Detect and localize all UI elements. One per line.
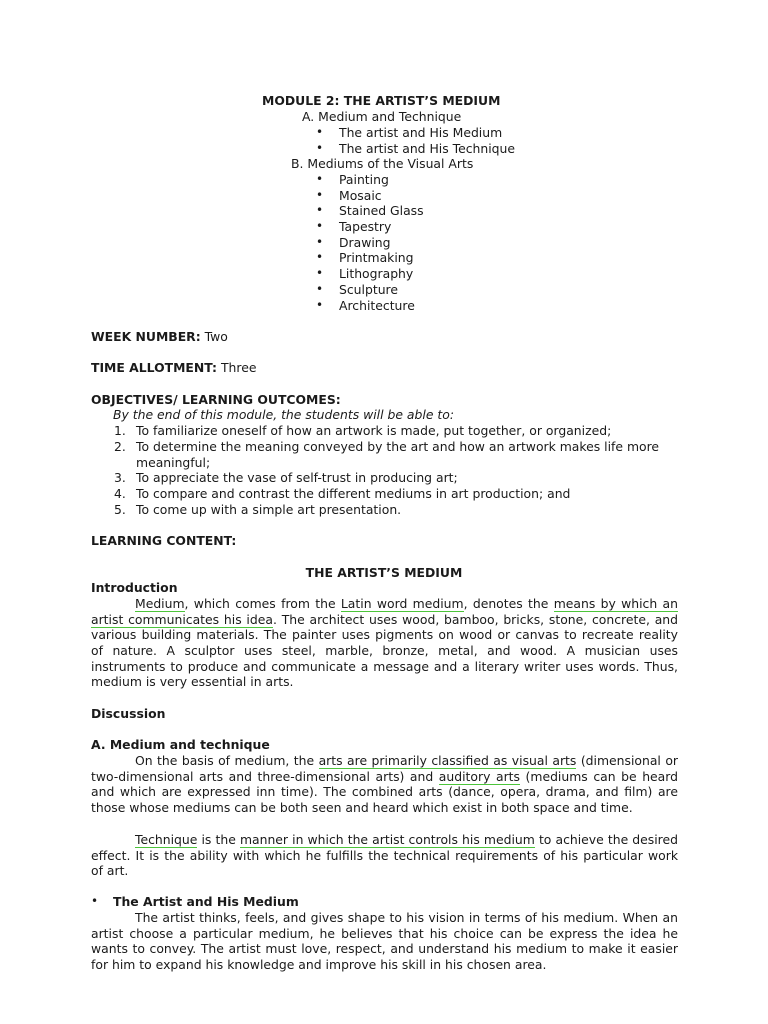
objective-number: 3. [114,470,126,485]
bullet-dot-icon: • [316,188,324,202]
introduction-paragraph: Medium, which comes from the Latin word medium, denotes the means by which an artist communicates his idea. The architect uses wood, bamboo, bricks, stone, concrete, and various building materials. The painter uses pigments on wood or canvas to recreate reality of nature. A sculptor uses steel, marble, bronze, metal, and wood. A musician uses instruments to produce and communicate a message and a literary writer uses words. Thus, medium is very essential in arts. [91,596,678,690]
highlighted-term: Latin word medium [340,596,464,611]
content-title: THE ARTIST’S MEDIUM [305,565,463,580]
bullet-dot-icon: • [316,266,324,280]
artist-medium-paragraph: The artist thinks, feels, and gives shape to his vision in terms of his medium. When an artist choose a particular medium, he believes that his choice can be express the idea he wants to convey. The artist must love, respect, and understand his medium to make it easier for him to expand his knowledge and improve his skill in his chosen area. [91,910,678,973]
highlighted-term: means by which an [553,596,678,611]
objective-number: 4. [114,486,126,501]
highlighted-term: Medium [135,596,185,611]
outline-item: The artist and His Medium [339,125,503,140]
bullet-dot-icon: • [316,141,324,155]
objectives-intro: By the end of this module, the students will be able to: [113,407,455,422]
bullet-dot-icon: • [316,172,324,186]
week-number-label: WEEK NUMBER: [91,329,201,344]
learning-content-heading: LEARNING CONTENT: [91,533,237,548]
outline-item: Painting [339,172,389,187]
week-number-value: Two [204,329,228,344]
highlighted-term: auditory arts [438,768,520,784]
outline-item: Stained Glass [339,203,424,218]
time-allotment-value: Three [220,360,257,375]
objective-text: To familiarize oneself of how an artwork is made, put together, or organized; [136,423,612,438]
bullet-dot-icon: • [316,203,324,217]
objective-text-continued: meaningful; [136,455,211,470]
outline-item: Mosaic [339,188,382,203]
highlighted-term: arts are primarily classified as visual arts [318,753,577,768]
objective-number: 1. [114,423,126,438]
objective-text: To come up with a simple art presentation. [136,502,402,517]
introduction-heading: Introduction [91,580,178,595]
artist-medium-heading: The Artist and His Medium [113,894,299,909]
highlighted-term: artist communicates his idea [91,611,273,627]
outline-item: Tapestry [339,219,392,234]
technique-paragraph: Technique is the manner in which the artist controls his medium to achieve the desired effect. It is the ability with which he fulfills the technical requirements of his particular work of art. [91,832,678,879]
medium-technique-heading: A. Medium and technique [91,737,270,752]
objective-number: 5. [114,502,126,517]
time-allotment [91,360,256,376]
discussion-heading: Discussion [91,706,166,721]
objective-text: To appreciate the vase of self-trust in producing art; [136,470,458,485]
bullet-dot-icon: • [316,298,324,312]
bullet-dot-icon: • [316,235,324,249]
objectives-heading: OBJECTIVES/ LEARNING OUTCOMES: [91,392,341,407]
time-allotment-label: TIME ALLOTMENT: [91,360,217,375]
bullet-dot-icon: • [316,125,324,139]
objective-number: 2. [114,439,126,454]
module-title: MODULE 2: THE ARTIST’S MEDIUM [262,93,501,108]
bullet-dot-icon: • [91,894,99,908]
objective-text: To compare and contrast the different mediums in art production; and [136,486,571,501]
outline-item: Sculpture [339,282,398,297]
outline-item: The artist and His Technique [339,141,516,156]
bullet-dot-icon: • [316,250,324,264]
medium-technique-paragraph: On the basis of medium, the arts are primarily classified as visual arts (dimensional or two-dimensional arts and three-dimensional arts) and auditory arts (mediums can be heard and which are expressed inn time). The combined arts (dance, opera, drama, and film) are those whose mediums can be both seen and heard which exist in both space and time. [91,753,679,816]
bullet-dot-icon: • [316,282,324,296]
bullet-dot-icon: • [316,219,324,233]
outline-item: Architecture [339,298,415,313]
outline-item: Printmaking [339,250,414,265]
outline-item: Drawing [339,235,391,250]
week-number [91,329,228,345]
section-b-label: B. Mediums of the Visual Arts [291,156,474,171]
highlighted-term: Technique [135,832,198,847]
objective-text: To determine the meaning conveyed by the art and how an artwork makes life more [136,439,660,454]
section-a-label: A. Medium and Technique [302,109,462,124]
outline-item: Lithography [339,266,414,281]
highlighted-term: manner in which the artist controls his medium [239,832,535,847]
